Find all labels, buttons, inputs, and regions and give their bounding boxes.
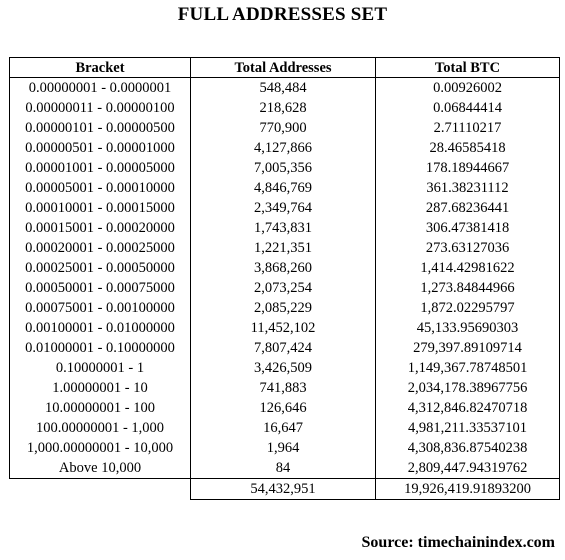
total-addresses-cell: 1,964 — [191, 438, 376, 458]
column-header-bracket: Bracket — [10, 58, 191, 78]
table-row — [10, 178, 560, 198]
bracket-cell: 0.00020001 - 0.00025000 — [10, 238, 191, 258]
bracket-cell: 0.01000001 - 0.10000000 — [10, 338, 191, 358]
bracket-cell: 0.00010001 - 0.00015000 — [10, 198, 191, 218]
total-addresses-cell: 4,127,866 — [191, 138, 376, 158]
table-row — [10, 98, 560, 118]
total-addresses-cell: 548,484 — [191, 78, 376, 99]
total-btc-cell: 2.71110217 — [376, 118, 560, 138]
table-row — [10, 258, 560, 278]
bracket-cell: 1,000.00000001 - 10,000 — [10, 438, 191, 458]
total-btc-cell: 4,312,846.82470718 — [376, 398, 560, 418]
total-btc-cell: 0.00926002 — [376, 78, 560, 99]
addresses-table — [9, 57, 560, 500]
bracket-cell: 0.00000001 - 0.0000001 — [10, 78, 191, 99]
total-btc-cell: 4,308,836.87540238 — [376, 438, 560, 458]
source-credit: Source: timechainindex.com — [361, 534, 555, 551]
total-addresses-cell: 770,900 — [191, 118, 376, 138]
total-btc-cell: 2,034,178.38967756 — [376, 378, 560, 398]
total-addresses-cell: 2,085,229 — [191, 298, 376, 318]
total-addresses-cell: 11,452,102 — [191, 318, 376, 338]
total-btc-cell: 1,273.84844966 — [376, 278, 560, 298]
bracket-cell: 1.00000001 - 10 — [10, 378, 191, 398]
total-btc-cell: 28.46585418 — [376, 138, 560, 158]
table-row — [10, 438, 560, 458]
total-addresses-cell: 126,646 — [191, 398, 376, 418]
table-row — [10, 358, 560, 378]
bracket-cell: 0.00050001 - 0.00075000 — [10, 278, 191, 298]
total-btc-cell: 178.18944667 — [376, 158, 560, 178]
table-header-row — [10, 58, 560, 78]
total-addresses-cell: 2,073,254 — [191, 278, 376, 298]
total-btc-cell: 2,809,447.94319762 — [376, 458, 560, 479]
total-addresses-cell: 3,868,260 — [191, 258, 376, 278]
total-btc-cell: 1,872.02295797 — [376, 298, 560, 318]
table-row — [10, 238, 560, 258]
table-row — [10, 138, 560, 158]
column-header-total-addresses: Total Addresses — [191, 58, 376, 78]
total-btc-cell: 279,397.89109714 — [376, 338, 560, 358]
total-addresses-cell: 3,426,509 — [191, 358, 376, 378]
bracket-cell: Above 10,000 — [10, 458, 191, 479]
total-btc-cell: 273.63127036 — [376, 238, 560, 258]
total-addresses-cell: 741,883 — [191, 378, 376, 398]
bracket-cell: 0.00000101 - 0.00000500 — [10, 118, 191, 138]
total-addresses-cell: 7,005,356 — [191, 158, 376, 178]
bracket-cell: 0.00100001 - 0.01000000 — [10, 318, 191, 338]
total-btc-sum: 19,926,419.91893200 — [376, 479, 560, 500]
totals-row — [10, 479, 560, 500]
bracket-cell: 0.00000011 - 0.00000100 — [10, 98, 191, 118]
total-addresses-cell: 4,846,769 — [191, 178, 376, 198]
total-btc-cell: 45,133.95690303 — [376, 318, 560, 338]
total-addresses-cell: 218,628 — [191, 98, 376, 118]
bracket-cell: 0.00000501 - 0.00001000 — [10, 138, 191, 158]
table-body — [10, 78, 560, 479]
total-btc-cell: 1,149,367.78748501 — [376, 358, 560, 378]
bracket-cell: 0.00005001 - 0.00010000 — [10, 178, 191, 198]
total-addresses-cell: 16,647 — [191, 418, 376, 438]
total-btc-cell: 361.38231112 — [376, 178, 560, 198]
page-title: FULL ADDRESSES SET — [177, 4, 388, 25]
bracket-cell: 0.00015001 - 0.00020000 — [10, 218, 191, 238]
table-row — [10, 118, 560, 138]
column-header-total-btc: Total BTC — [376, 58, 560, 78]
totals-blank-cell — [10, 479, 191, 500]
total-btc-cell: 0.06844414 — [376, 98, 560, 118]
total-btc-cell: 287.68236441 — [376, 198, 560, 218]
table-row — [10, 398, 560, 418]
bracket-cell: 0.00075001 - 0.00100000 — [10, 298, 191, 318]
total-addresses-cell: 2,349,764 — [191, 198, 376, 218]
table-row — [10, 218, 560, 238]
total-btc-cell: 4,981,211.33537101 — [376, 418, 560, 438]
total-addresses-cell: 84 — [191, 458, 376, 479]
bracket-cell: 0.00001001 - 0.00005000 — [10, 158, 191, 178]
bracket-cell: 10.00000001 - 100 — [10, 398, 191, 418]
bracket-cell: 0.10000001 - 1 — [10, 358, 191, 378]
total-btc-cell: 306.47381418 — [376, 218, 560, 238]
total-btc-cell: 1,414.42981622 — [376, 258, 560, 278]
bracket-cell: 0.00025001 - 0.00050000 — [10, 258, 191, 278]
table-row — [10, 278, 560, 298]
table-row — [10, 378, 560, 398]
total-addresses-cell: 1,221,351 — [191, 238, 376, 258]
table-row — [10, 458, 560, 479]
total-addresses-cell: 7,807,424 — [191, 338, 376, 358]
table-row — [10, 338, 560, 358]
table-row — [10, 298, 560, 318]
table-row — [10, 418, 560, 438]
table-row — [10, 158, 560, 178]
total-addresses-cell: 1,743,831 — [191, 218, 376, 238]
table-row — [10, 198, 560, 218]
bracket-cell: 100.00000001 - 1,000 — [10, 418, 191, 438]
table-row — [10, 318, 560, 338]
total-addresses-sum: 54,432,951 — [191, 479, 376, 500]
table-row — [10, 78, 560, 99]
